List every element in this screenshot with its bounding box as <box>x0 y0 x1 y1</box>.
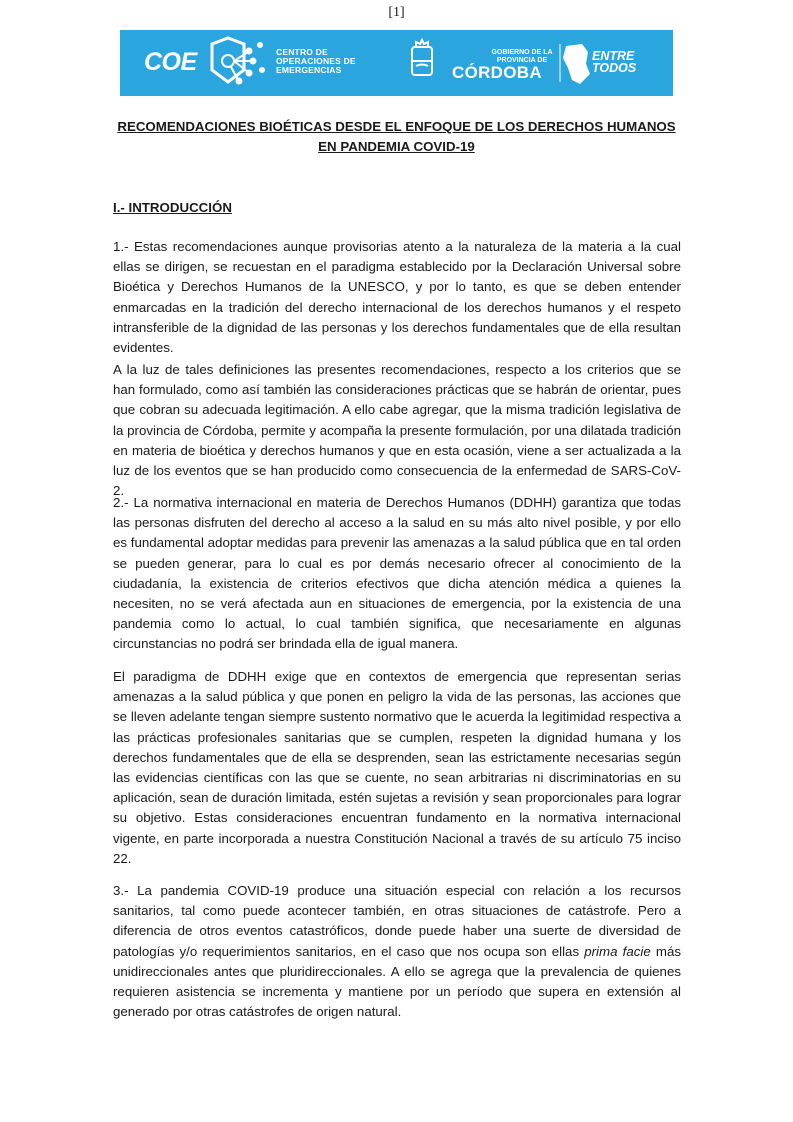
coat-of-arms-icon <box>412 40 432 75</box>
paragraph-5 <box>113 881 681 1022</box>
paragraph-3: 2.- La normativa internacional en materia de Derechos Humanos (DDHH) garantiza que todas las personas disfruten del derecho al acceso a la salud en su más alto nivel posible, y por ello es fundamental adoptar medidas para prevenir las amenazas a la salud pública que en tal orden se pueden generar, para lo cual es por demás necesario ofrecer al conocimiento de la ciudadanía, la existencia de criterios efectivos que dicha atención médica a quienes la necesiten, no se verá afectada aun en situaciones de emergencia, por la existencia de una pandemia como lo actual, lo cual también significa, que necesariamente en algunas circunstancias no podrá ser brindada ella de igual manera. <box>113 495 681 652</box>
banner-graphics <box>120 30 673 96</box>
header-banner <box>120 30 673 96</box>
document-title-line-2: EN PANDEMIA COVID-19 <box>318 139 475 154</box>
paragraph-5-text-b: más unidireccionales antes que pluridireccionales. A ello se agrega que la prevalencia de quienes requieren asistencia se incrementa y mantiene por un período que supera en extensión al generado por otras catástrofes de origen natural. <box>113 943 681 1020</box>
province-map-icon <box>563 44 590 84</box>
paragraph-2: A la luz de tales definiciones las presentes recomendaciones, respecto a los criterios que se han formulado, como así también las consideraciones prácticas que se habrán de orientar, pues que cobran su adecuada legitimación. A ello cabe agregar, que la misma tradición legislativa de la provincia de Córdoba, permite y acompaña la presente formulación, por una dilatada tradición en materia de bioética y derechos humanos y que en esta ocasión, viene a ser actualizada a la luz de los eventos que se han producido como consecuencia de la enfermedad de SARS-CoV-2. <box>113 362 681 499</box>
section-heading: I.- INTRODUCCIÓN <box>113 200 232 215</box>
slogan: ENTRE TODOS <box>592 49 637 75</box>
paragraph-1: 1.- Estas recomendaciones aunque provisorias atento a la naturaleza de la materia a la cual ellas se dirigen, se recuestan en el paradigma establecido por la Declaración Universal sobre Bioética y Derechos Humanos de la UNESCO, y por lo tanto, es que se deben entender enmarcadas en la tradición del derecho internacional de los derechos humanos y el respeto intransferible de la dignidad de las personas y los derechos fundamentales que de ella resultan evidentes. <box>113 239 681 356</box>
paragraph-4: El paradigma de DDHH exige que en contextos de emergencia que representan serias amenazas a la salud pública y que ponen en peligro la vida de las personas, las acciones que se lleven adelante tengan siempre sustento normativo que le acuerda la legitimidad respectiva a las prácticas profesionales sanitarias que se cumplen, respeten la dignidad humana y los derechos fundamentales que de ella se desprenden, sean las estrictamente necesarias según las evidencias científicas con las que se cuente, no sean arbitrarias ni discriminatorias en su aplicación, sean de duración limitada, estén sujetas a revisión y sean proporcionales para lograr su objetivo. Estas consideraciones encuentran fundamento en la normativa internacional vigente, en parte incorporada a nuestra Constitución Nacional a través de su artículo 75 inciso 22. <box>113 669 681 866</box>
paragraph-5-text-a: 3.- La pandemia COVID-19 produce una situación especial con relación a los recursos sanitarios, tal como puede acontecer también, en otras situaciones de catástrofe. Pero a diferencia de otros eventos catastróficos, donde puede haber una suerte de diversidad de patologías y/o requerimientos sanitarios, en el caso que nos ocupa son ellas <box>113 883 681 959</box>
coe-logo-text: COE <box>144 48 197 76</box>
paragraph-5-italic: prima facie <box>584 943 651 959</box>
province-name: CÓRDOBA <box>452 63 542 82</box>
page-number: [1] <box>388 5 405 20</box>
coe-subtitle: CENTRO DE OPERACIONES DE EMERGENCIAS <box>276 47 356 75</box>
government-label: GOBIERNO DE LA PROVINCIA DE <box>491 49 553 64</box>
document-title-line-1: RECOMENDACIONES BIOÉTICAS DESDE EL ENFOQUE DE LOS DERECHOS HUMANOS <box>117 119 676 134</box>
